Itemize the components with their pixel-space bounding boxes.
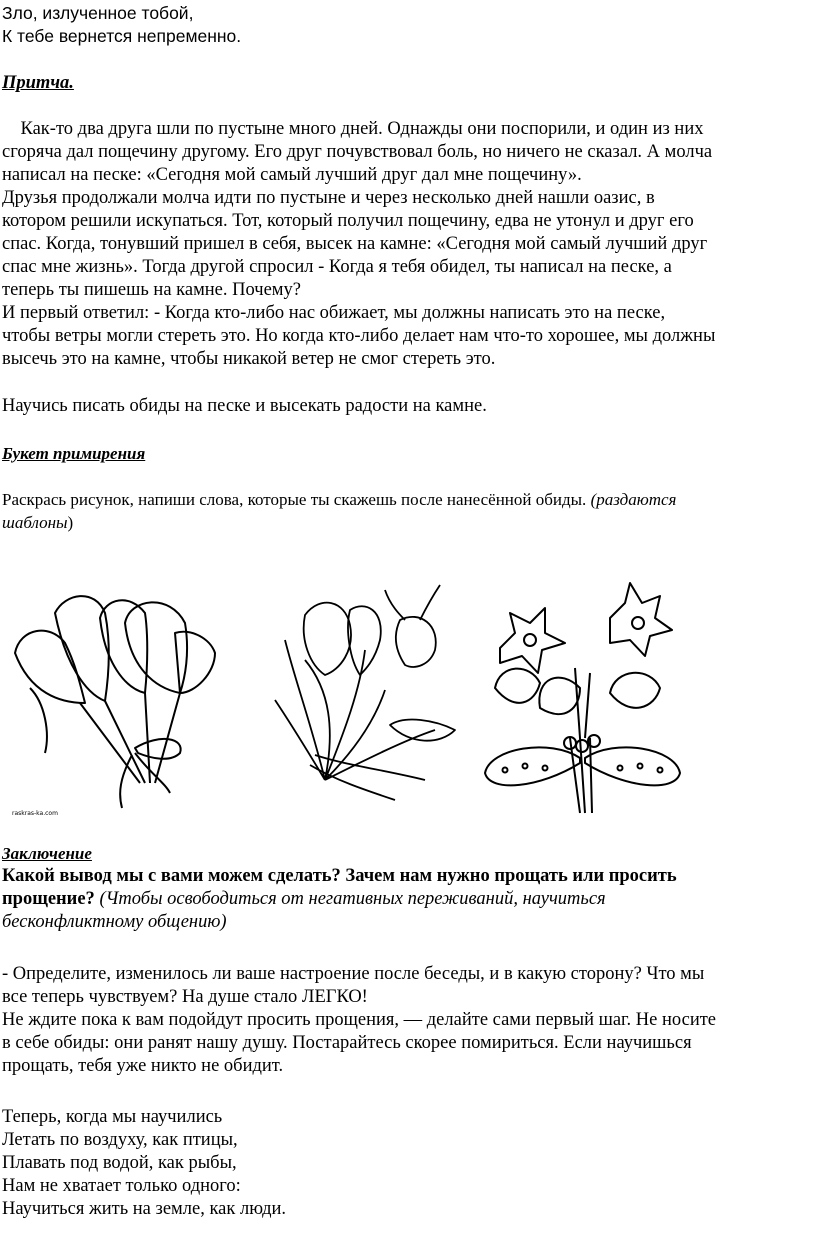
- bouquet-instruction-line-2: [2, 511, 73, 534]
- bouquet-instruction: Раскрась рисунок, напиши слова, которые ты скажешь после нанесённой обиды.: [2, 490, 587, 509]
- tulips-sketch-image: [265, 580, 475, 810]
- parable-line: спас. Когда, тонувший пришел в себя, высек на камне: «Сегодня мой самый лучший друг: [2, 234, 708, 254]
- poem-end-line: Научиться жить на земле, как люди.: [2, 1199, 287, 1219]
- conclusion-line: все теперь чувствуем? На душе стало ЛЕГКО!: [2, 987, 368, 1007]
- parable-moral: Научись писать обиды на песке и высекать радости на камне.: [2, 396, 487, 416]
- poem-end-line: Теперь, когда мы научились: [2, 1107, 223, 1127]
- parable-line: И первый ответил: - Когда кто-либо нас обижает, мы должны написать это на песке,: [2, 303, 666, 323]
- parable-line: Как-то два друга шли по пустыне много дней. Однажды они поспорили, и один из них: [2, 119, 704, 139]
- conclusion-line: Не ждите пока к вам подойдут просить прощения, — делайте сами первый шаг. Не носите: [2, 1010, 717, 1030]
- parable-line: спас мне жизнь». Тогда другой спросил - Когда я тебя обидел, ты написал на песке, а: [2, 257, 672, 277]
- parable-line: котором решили искупаться. Тот, который получил пощечину, едва не утонул и друг его: [2, 211, 694, 231]
- conclusion-line: прощать, тебя уже никто не обидит.: [2, 1056, 284, 1076]
- flowers-bouquet-image: [480, 578, 685, 818]
- parable-line: теперь ты пишешь на камне. Почему?: [2, 280, 301, 300]
- parable-line: чтобы ветры могли стереть это. Но когда кто-либо делает нам что-то хорошее, мы должны: [2, 326, 716, 346]
- poem-end-line: Нам не хватает только одного:: [2, 1176, 241, 1196]
- poem-end-line: Плавать под водой, как рыбы,: [2, 1153, 237, 1173]
- conclusion-answer-line-2: бесконфликтному общению): [2, 912, 227, 932]
- parable-line: сгоряча дал пощечину другому. Его друг почувствовал боль, но ничего не сказал. А молча: [2, 142, 713, 162]
- bouquet-note-cont: шаблоны: [2, 513, 68, 532]
- conclusion-question-line-2: [2, 888, 606, 911]
- tulips-bouquet-image: [10, 583, 255, 818]
- conclusion-line: в себе обиды: они ранят нашу душу. Постарайтесь скорее помириться. Если научишься: [2, 1033, 692, 1053]
- conclusion-line: - Определите, изменилось ли ваше настроение после беседы, и в какую сторону? Что мы: [2, 964, 705, 984]
- image-caption: raskras-ka.com: [12, 810, 58, 817]
- conclusion-question-line-1: Какой вывод мы с вами можем сделать? Зачем нам нужно прощать или просить: [2, 866, 677, 886]
- poem-top-line-2: К тебе вернется непременно.: [2, 26, 242, 46]
- poem-end-line: Летать по воздуху, как птицы,: [2, 1130, 238, 1150]
- parable-heading: Притча.: [2, 73, 74, 93]
- conclusion-answer: (Чтобы освободиться от негативных переживаний, научиться: [99, 889, 606, 909]
- parable-line: высечь это на камне, чтобы никакой ветер не смог стереть это.: [2, 349, 496, 369]
- conclusion-heading: Заключение: [2, 844, 92, 863]
- bouquet-heading: Букет примирения: [2, 444, 146, 463]
- parable-line: написал на песке: «Сегодня мой самый лучший друг дал мне пощечину».: [2, 165, 582, 185]
- bouquet-instruction-line-1: [2, 488, 676, 511]
- bouquet-note-paren: ): [67, 513, 74, 532]
- conclusion-question-end: прощение?: [2, 889, 95, 909]
- poem-top-line-1: Зло, излученное тобой,: [2, 3, 194, 23]
- bouquet-note: (раздаются: [590, 490, 677, 509]
- parable-line: Друзья продолжали молча идти по пустыне и через несколько дней нашли оазис, в: [2, 188, 655, 208]
